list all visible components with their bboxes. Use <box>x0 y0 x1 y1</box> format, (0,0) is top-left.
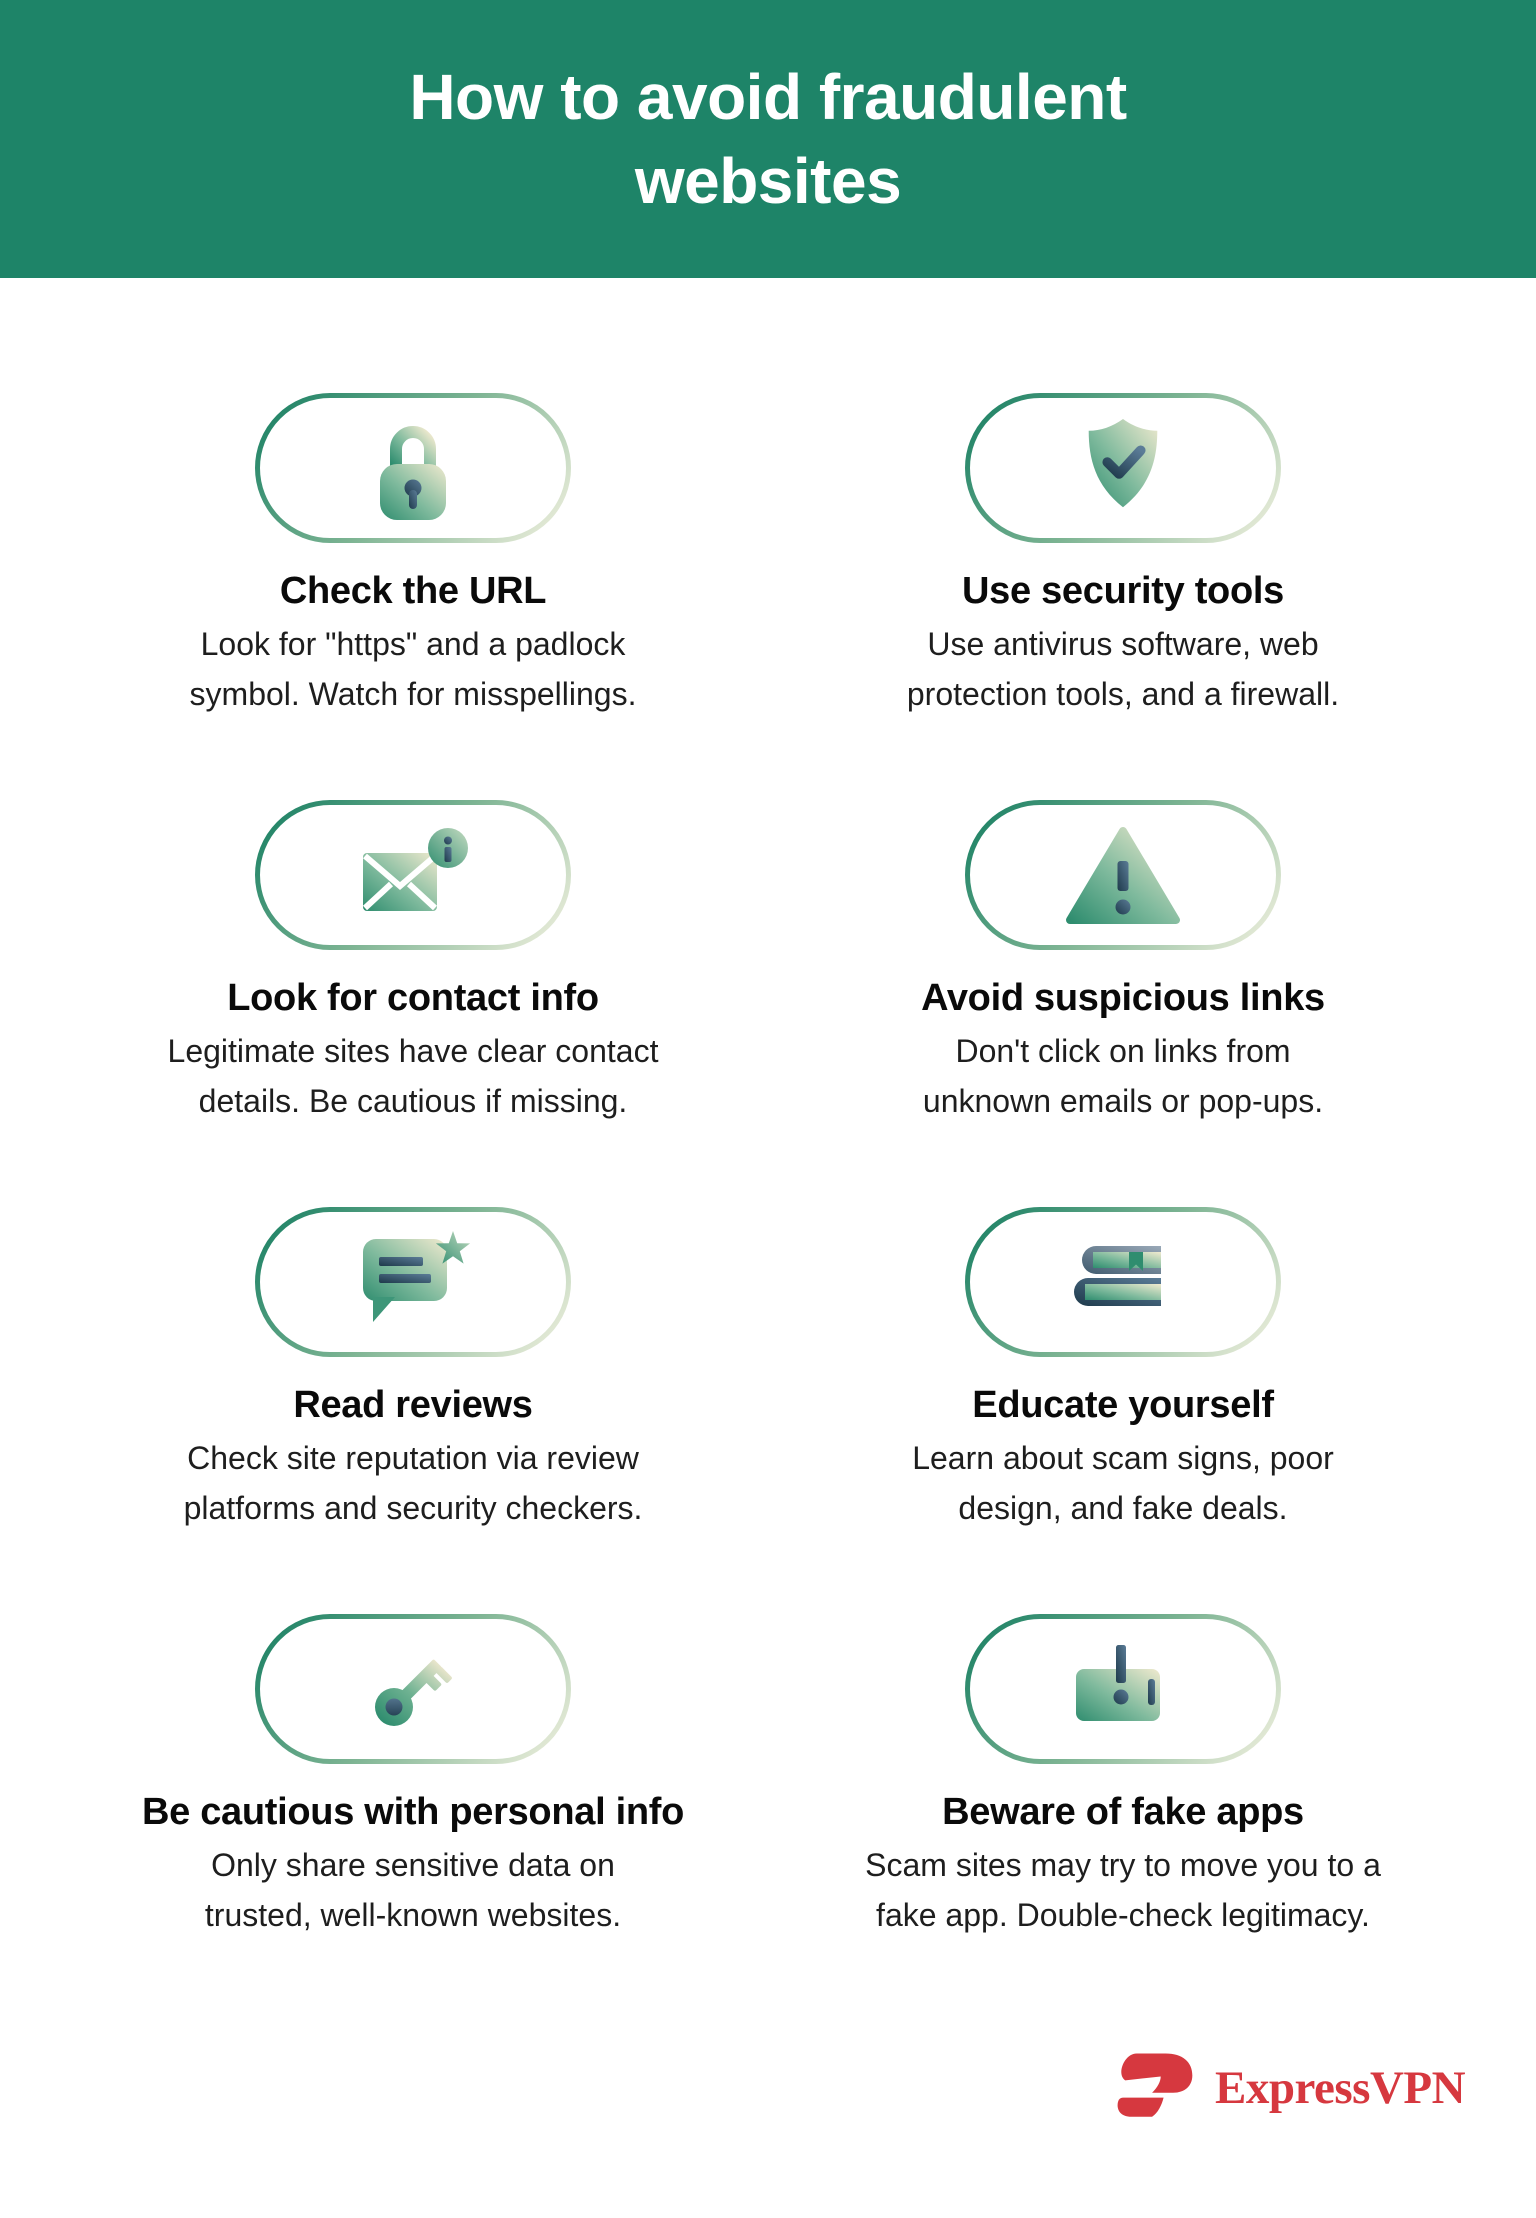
tip-desc <box>190 619 637 719</box>
tip-title: Check the URL <box>279 570 547 612</box>
tip-card <box>768 1614 1478 1940</box>
header-banner <box>0 0 1536 278</box>
tip-card <box>58 1207 768 1533</box>
tip-desc-line: Check site reputation via review <box>187 1440 639 1476</box>
tip-desc <box>184 1433 643 1533</box>
tip-title: Use security tools <box>962 570 1284 612</box>
tip-desc <box>205 1840 621 1940</box>
tip-desc-line: unknown emails or pop-ups. <box>922 1083 1324 1119</box>
expressvpn-icon <box>1108 2051 1200 2125</box>
tip-desc-line: fake app. Double-check legitimacy. <box>876 1897 1370 1933</box>
tip-card <box>768 393 1478 719</box>
pill-outline <box>965 800 1281 950</box>
icon-pill <box>965 1207 1281 1357</box>
tip-desc-line: Use antivirus software, web <box>927 626 1319 662</box>
page-title <box>409 55 1126 223</box>
tip-desc-line: Scam sites may try to move you to a <box>865 1847 1381 1883</box>
tip-desc-line: protection tools, and a firewall. <box>906 676 1340 712</box>
tip-desc <box>912 1433 1334 1533</box>
brand-name: ExpressVPN <box>1215 2062 1466 2114</box>
pill-outline <box>965 393 1281 543</box>
tip-desc <box>168 1026 659 1126</box>
pill-outline <box>255 1207 571 1357</box>
pill-outline <box>965 1614 1281 1764</box>
tip-title: Look for contact info <box>227 977 599 1019</box>
brand-logo <box>1108 2048 1465 2128</box>
tip-desc-line: Don't click on links from <box>955 1033 1291 1069</box>
tip-desc-line: design, and fake deals. <box>958 1490 1288 1526</box>
tip-card <box>768 800 1478 1126</box>
page-title-line: How to avoid fraudulent <box>409 61 1127 133</box>
tip-desc-line: Learn about scam signs, poor <box>912 1440 1334 1476</box>
tip-card <box>768 1207 1478 1533</box>
tip-desc-line: platforms and security checkers. <box>183 1490 643 1526</box>
icon-pill <box>255 1614 571 1764</box>
icon-pill <box>255 393 571 543</box>
icon-pill <box>965 1614 1281 1764</box>
tip-desc <box>865 1840 1381 1940</box>
tip-desc-line: Look for "https" and a padlock <box>200 626 626 662</box>
tip-title: Beware of fake apps <box>942 1791 1304 1833</box>
icon-pill <box>965 800 1281 950</box>
tip-desc <box>907 619 1339 719</box>
tip-card <box>58 800 768 1126</box>
pill-outline <box>255 393 571 543</box>
icon-pill <box>965 393 1281 543</box>
tip-title: Educate yourself <box>972 1384 1274 1426</box>
tip-title: Be cautious with personal info <box>141 1791 685 1833</box>
tip-card <box>58 393 768 719</box>
page-title-line: websites <box>634 145 902 217</box>
tip-desc-line: symbol. Watch for misspellings. <box>189 676 637 712</box>
icon-pill <box>255 800 571 950</box>
pill-outline <box>255 1614 571 1764</box>
tip-desc-line: Only share sensitive data on <box>211 1847 615 1883</box>
tip-desc-line: Legitimate sites have clear contact <box>167 1033 659 1069</box>
pill-outline <box>965 1207 1281 1357</box>
icon-pill <box>255 1207 571 1357</box>
tip-desc-line: trusted, well-known websites. <box>204 1897 622 1933</box>
tip-title: Read reviews <box>293 1384 533 1426</box>
pill-outline <box>255 800 571 950</box>
tips-grid <box>58 393 1478 1940</box>
tip-desc-line: details. Be cautious if missing. <box>198 1083 628 1119</box>
tip-desc <box>923 1026 1323 1126</box>
tip-title: Avoid suspicious links <box>921 977 1325 1019</box>
tip-card <box>58 1614 768 1940</box>
